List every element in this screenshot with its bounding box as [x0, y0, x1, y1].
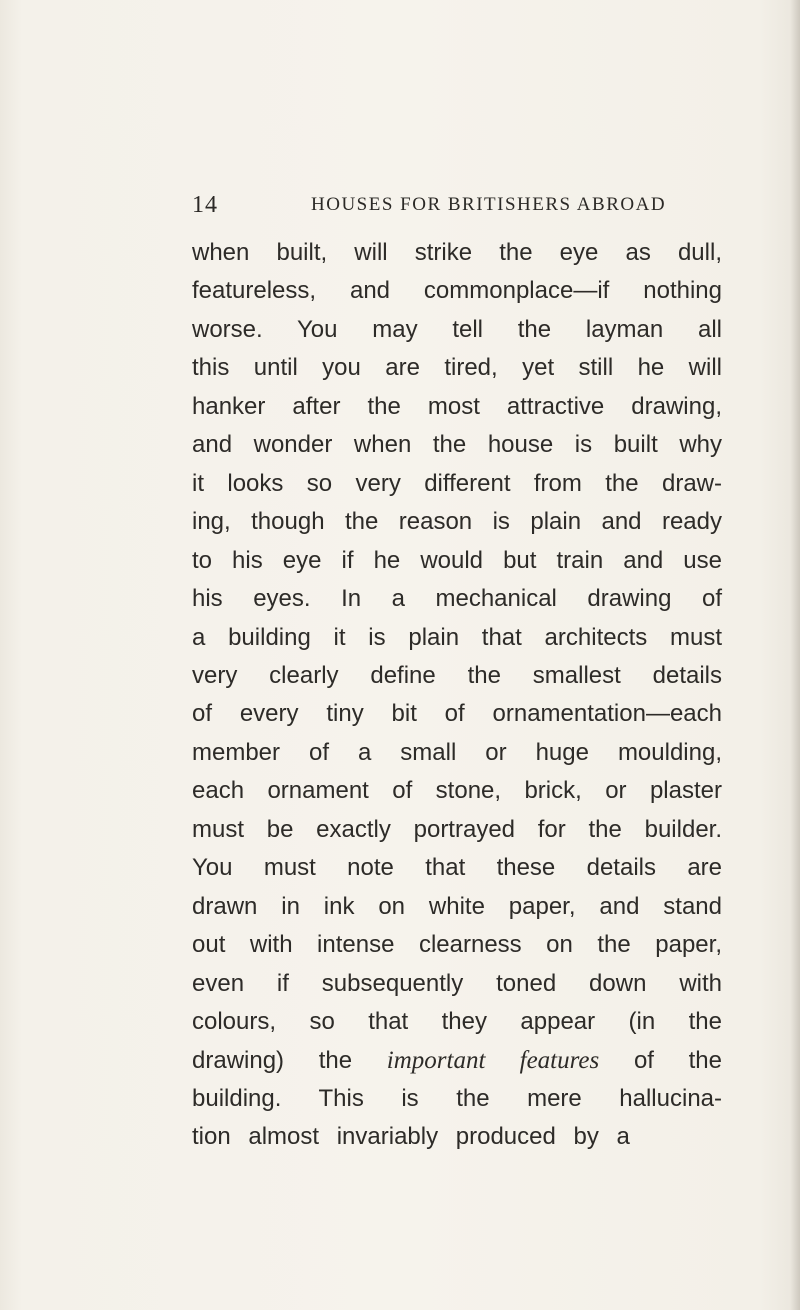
text-line: and wonder when the house is built why	[192, 431, 722, 459]
text-line: this until you are tired, yet still he will	[192, 354, 722, 382]
text-line: very clearly define the smallest details	[192, 661, 722, 689]
text-line: colours, so that they appear (in the	[192, 1008, 722, 1036]
text-line: of every tiny bit of ornamentation—each	[192, 700, 722, 728]
text-line: featureless, and commonplace—if nothing	[192, 277, 722, 305]
page-number: 14	[192, 192, 218, 218]
text-line: when built, will strike the eye as dull,	[192, 239, 722, 266]
text-line: You must note that these details are	[192, 854, 722, 882]
line-end: of the	[633, 1046, 723, 1074]
emphasized-phrase: important features	[386, 1046, 600, 1074]
text-line: worse. You may tell the layman all	[192, 315, 722, 343]
running-head: HOUSES FOR BRITISHERS ABROAD	[311, 194, 667, 215]
text-line: hanker after the most attractive drawing,	[192, 392, 722, 420]
text-line: out with intense clearness on the paper,	[192, 931, 722, 959]
text-line: building. This is the mere hallucina-	[192, 1084, 722, 1112]
text-line: each ornament of stone, brick, or plaster	[192, 777, 722, 805]
text-line: it looks so very different from the draw-	[192, 469, 722, 497]
text-line: member of a small or huge moulding,	[192, 738, 722, 766]
line-start: drawing) the	[192, 1046, 353, 1074]
text-line: drawn in ink on white paper, and stand	[192, 892, 722, 920]
text-line: must be exactly portrayed for the builder.	[192, 815, 722, 843]
page-header	[192, 192, 712, 222]
text-line: a building it is plain that architects must	[192, 623, 722, 651]
text-line: ing, though the reason is plain and ready	[192, 508, 722, 536]
text-line-last: tion almost invariably produced by a	[192, 1123, 630, 1151]
text-line: even if subsequently toned down with	[192, 969, 722, 997]
text-line: his eyes. In a mechanical drawing of	[192, 585, 722, 613]
page-edge-shadow	[790, 0, 800, 1310]
text-line-emphasis	[192, 1042, 722, 1080]
body-text	[192, 234, 722, 1157]
text-line: to his eye if he would but train and use	[192, 546, 722, 574]
